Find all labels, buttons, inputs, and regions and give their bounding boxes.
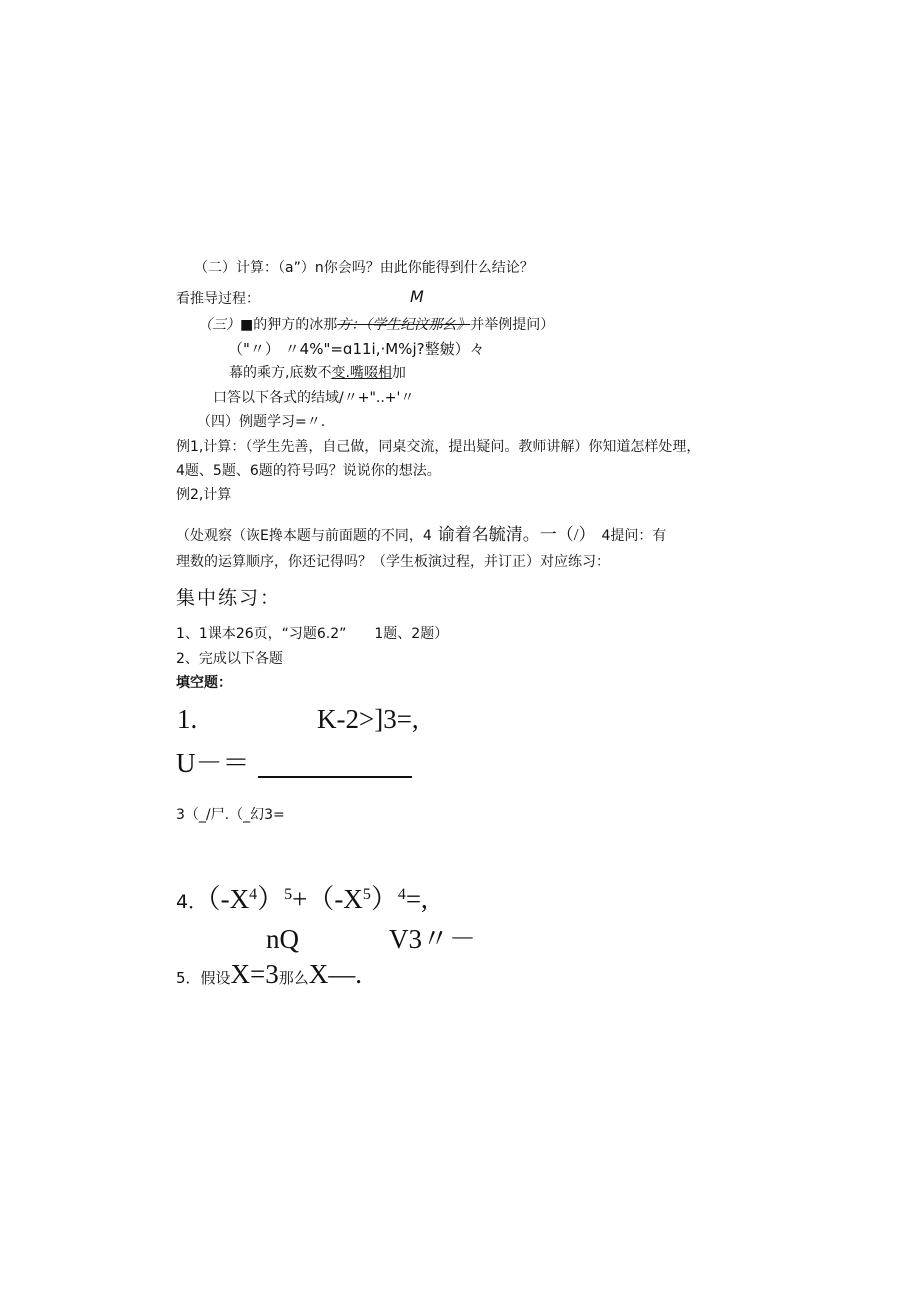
question-5 [176,959,362,993]
question-4-part-5: =, [405,884,428,914]
question-4-part-1: （-X [207,884,250,914]
section-3-strike-a: 方： [337,317,366,333]
section-3-heading [198,316,554,334]
question-4-part-4: ） [370,884,398,914]
question-4-exp-2: 5 [284,886,293,903]
order-of-ops: 理数的运算顺序，你还记得吗？（学生板演过程，并订正）对应练习： [176,554,610,570]
observe-c: 4提问：有 [601,528,667,544]
power-rule-b: 变.嘴啜相 [331,365,392,381]
example-1: 例1,计算：（学生先善，自己做，同桌交流，提出疑问。教师讲解）你知道怎样处理， [176,439,701,455]
oral-answer: 口答以下各式的结域/〃+"..+'〃 [213,390,415,406]
question-4-part-3: +（-X [292,884,363,914]
question-4-exp-3: 5 [362,886,371,903]
observe-a: （处观察（诙E搀本题与前面题的不同，4 [176,528,432,544]
power-rule-c: 加 [391,365,406,381]
section-3-tail: 并举例提问） [470,317,555,333]
question-4-exp-1: 4 [249,886,258,903]
question-2 [176,748,412,778]
observe-line [176,526,666,545]
question-3: 3（_/尸.（_幻3= [176,807,285,823]
question-1-number: 1. [177,704,198,734]
question-1-expr: K-2>]3=, [317,704,419,734]
question-4 [176,880,428,917]
practice-heading: 集中练习： [176,588,282,609]
observe-b: 谕着名毓清。一（/） [437,525,596,544]
practice-2: 2、完成以下各题 [176,651,283,667]
question-4-exp-4: 4 [397,886,406,903]
section-4-heading: （四）例题学习=〃. [197,414,326,430]
section-2-heading: （二）计算：（a”）n你会吗？由此你能得到什么结论？ [194,260,534,276]
question-5-prefix: 5．假设 [176,969,231,987]
question-2-expr: U－＝ [176,748,250,778]
answer-blank [258,754,412,778]
formula-line: （"〃） 〃4%"=ɑ11i,·M%j?整皴）々 [228,340,485,358]
example-2: 例2,计算 [176,487,232,503]
derivation-label: 看推导过程： [176,291,260,307]
question-5-mid: 那么 [278,969,309,987]
power-rule-a: 幕的乘方,底数不 [229,365,332,381]
question-4b-left: nQ [266,924,299,954]
section-3-number: （三） [198,317,240,333]
question-4-number: 4． [176,891,208,913]
fill-blank-heading: 填空题： [176,675,232,691]
question-4-part-2: ） [257,884,285,914]
practice-1: 1、1课本26页，“习题6.2” 1题、2题） [176,626,449,642]
section-3-strike-b: （学生纪汶那幺》 [365,317,471,333]
question-5-eq-2: X—. [308,959,363,989]
question-4b-right: V3〃－ [389,924,476,954]
power-rule [229,364,406,382]
section-3-title: ■的狎方的冰那 [240,317,338,333]
question-5-eq-1: X=3 [230,959,279,989]
derivation-mark: M [410,287,424,306]
example-1-cont: 4题、5题、6题的符号吗？说说你的想法。 [176,463,441,479]
